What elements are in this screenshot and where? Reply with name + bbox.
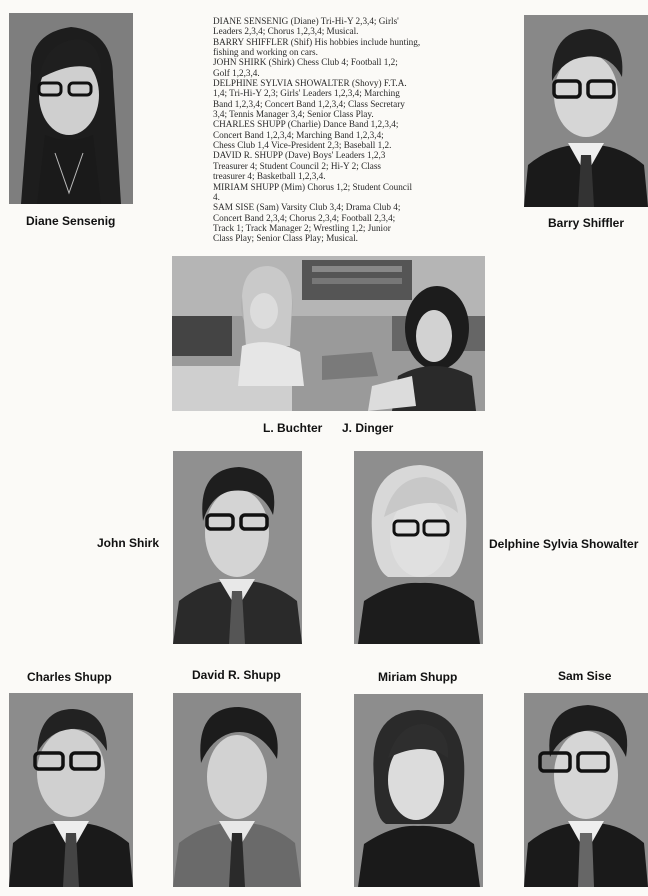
- bio-line: Leaders 2,3,4; Chorus 1,2,3,4; Musical.: [213, 26, 359, 37]
- bio-line: BARRY SHIFFLER (Shif) His hobbies include hunting,: [213, 36, 421, 47]
- caption-barry-shiffler: Barry Shiffler: [548, 216, 625, 230]
- portrait-john-shirk: [173, 451, 302, 644]
- bio-line: CHARLES SHUPP (Charlie) Dance Band 1,2,3,4;: [213, 119, 399, 130]
- caption-david-shupp: David R. Shupp: [192, 668, 281, 682]
- bio-line: DIANE SENSENIG (Diane) Tri-Hi-Y 2,3,4; Girls': [213, 16, 399, 26]
- caption-delphine-showalter: Delphine Sylvia Showalter: [489, 537, 639, 551]
- portrait-charles-shupp: [9, 693, 133, 887]
- bio-line: Concert Band 1,2,3,4; Marching Band 1,2,3,4;: [213, 129, 384, 140]
- bio-line: MIRIAM SHUPP (Mim) Chorus 1,2; Student Council: [213, 181, 412, 192]
- portrait-barry-shiffler: [524, 15, 648, 207]
- bio-line: DAVID R. SHUPP (Dave) Boys' Leaders 1,2,3: [213, 150, 386, 161]
- candid-classroom-photo: [172, 256, 485, 411]
- caption-miriam-shupp: Miriam Shupp: [378, 670, 458, 684]
- caption-j-dinger: J. Dinger: [342, 421, 394, 435]
- bio-line: Class Play; Senior Class Play; Musical.: [213, 233, 358, 244]
- bio-line: Concert Band 2,3,4; Chorus 2,3,4; Football 2,3,4;: [213, 212, 396, 223]
- portrait-diane-sensenig: [9, 13, 133, 204]
- caption-diane-sensenig: Diane Sensenig: [26, 214, 116, 228]
- bio-line: Treasurer 4; Student Council 2; Hi-Y 2; Class: [213, 160, 382, 171]
- caption-john-shirk: John Shirk: [97, 536, 160, 550]
- bio-line: Chess Club 1,4 Vice-President 2,3; Baseball 1,2.: [213, 140, 392, 151]
- bio-line: DELPHINE SYLVIA SHOWALTER (Shovy) F.T.A.: [213, 78, 407, 89]
- senior-bios: [213, 16, 461, 244]
- portrait-david-shupp: [173, 693, 301, 887]
- bio-line: SAM SISE (Sam) Varsity Club 3,4; Drama Club 4;: [213, 202, 401, 213]
- bio-line: Golf 1,2,3,4.: [213, 67, 260, 78]
- bio-line: 4.: [213, 191, 220, 202]
- bio-line: Band 1,2,3,4; Concert Band 1,2,3,4; Class Secretary: [213, 98, 405, 109]
- portrait-sam-sise: [524, 693, 648, 887]
- bio-line: 3,4; Tennis Manager 3,4; Senior Class Play.: [213, 109, 374, 120]
- bio-line: fishing and working on cars.: [213, 47, 318, 58]
- bio-line: 1,4; Tri-Hi-Y 2,3; Girls' Leaders 1,2,3,4; Marching: [213, 88, 400, 99]
- portrait-delphine-showalter: [354, 451, 483, 644]
- bio-line: treasurer 4; Basketball 1,2,3,4.: [213, 171, 326, 182]
- bio-line: Track 1; Track Manager 2; Wrestling 1,2; Junior: [213, 222, 391, 233]
- bio-line: JOHN SHIRK (Shirk) Chess Club 4; Football 1,2;: [213, 57, 398, 68]
- caption-l-buchter: L. Buchter: [263, 421, 323, 435]
- caption-charles-shupp: Charles Shupp: [27, 670, 112, 684]
- caption-sam-sise: Sam Sise: [558, 669, 612, 683]
- portrait-miriam-shupp: [354, 694, 483, 887]
